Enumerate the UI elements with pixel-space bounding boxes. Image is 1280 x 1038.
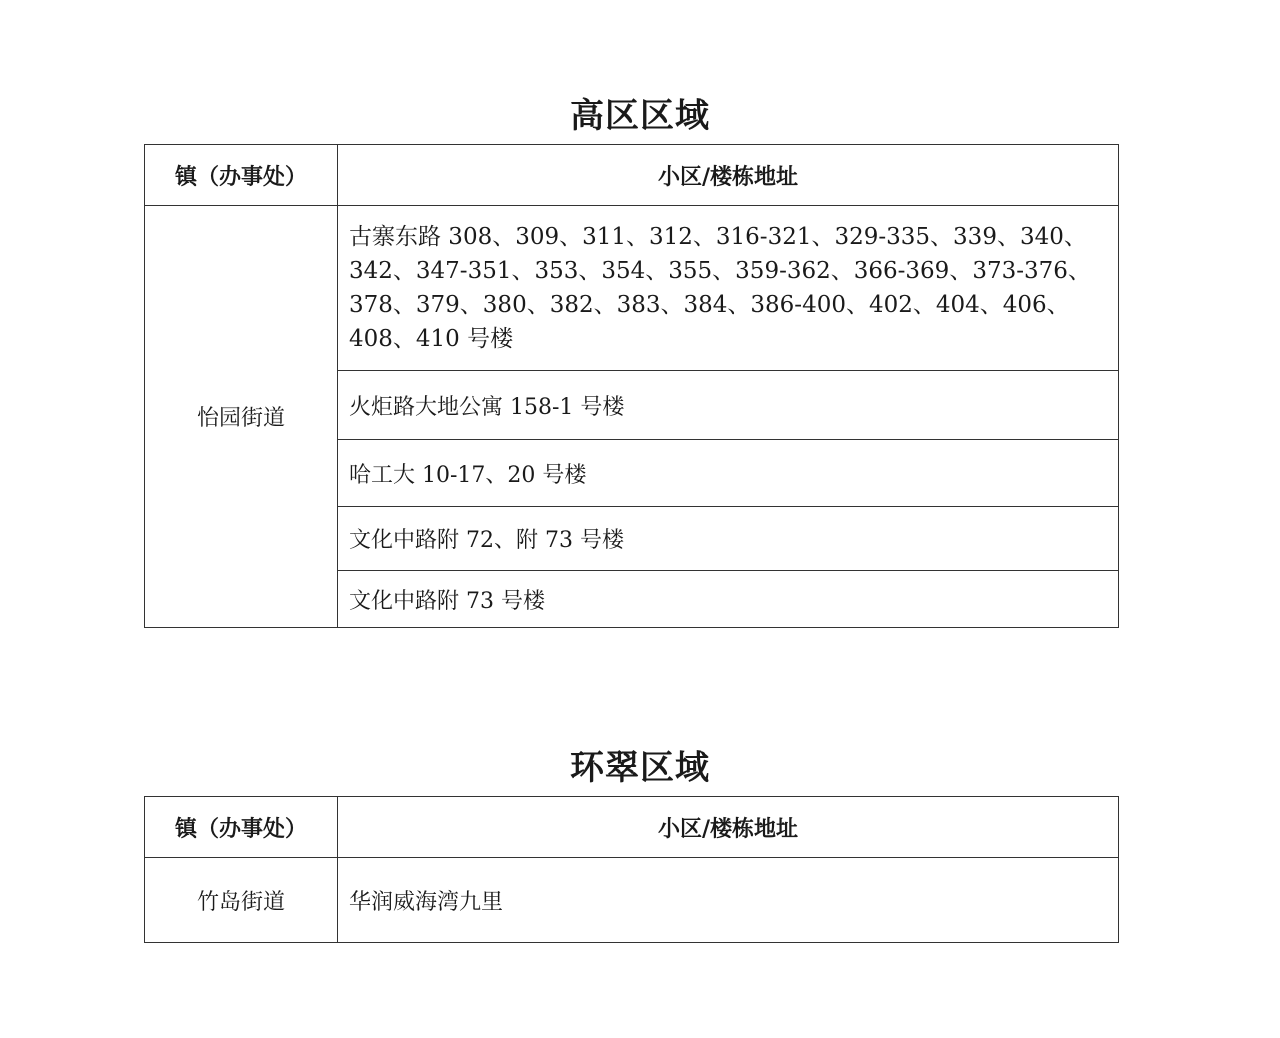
address-cell: 火炬路大地公寓 158-1 号楼 <box>338 371 1119 440</box>
table-row <box>145 206 1119 371</box>
table-header-row <box>145 145 1119 206</box>
address-cell: 哈工大 10-17、20 号楼 <box>338 440 1119 507</box>
address-cell: 古寨东路 308、309、311、312、316-321、329-335、339、340、342、347-351、353、354、355、359-362、366-369、373-376、378、379、380、382、383、384、386-400、402、404、406、408、410 号楼 <box>338 206 1119 371</box>
header-address: 小区/楼栋地址 <box>338 797 1119 858</box>
header-town: 镇（办事处） <box>145 145 338 206</box>
address-cell: 文化中路附 73 号楼 <box>338 571 1119 628</box>
town-cell: 竹岛街道 <box>145 858 338 943</box>
town-cell: 怡园街道 <box>145 206 338 628</box>
section-title-gaoqu: 高区区域 <box>570 96 710 136</box>
address-table-huancui <box>144 796 1119 943</box>
table-row <box>145 858 1119 943</box>
address-table-gaoqu <box>144 144 1119 628</box>
address-cell: 文化中路附 72、附 73 号楼 <box>338 507 1119 571</box>
address-cell: 华润威海湾九里 <box>338 858 1119 943</box>
header-town: 镇（办事处） <box>145 797 338 858</box>
section-title-huancui: 环翠区域 <box>570 748 710 788</box>
header-address: 小区/楼栋地址 <box>338 145 1119 206</box>
table-header-row <box>145 797 1119 858</box>
